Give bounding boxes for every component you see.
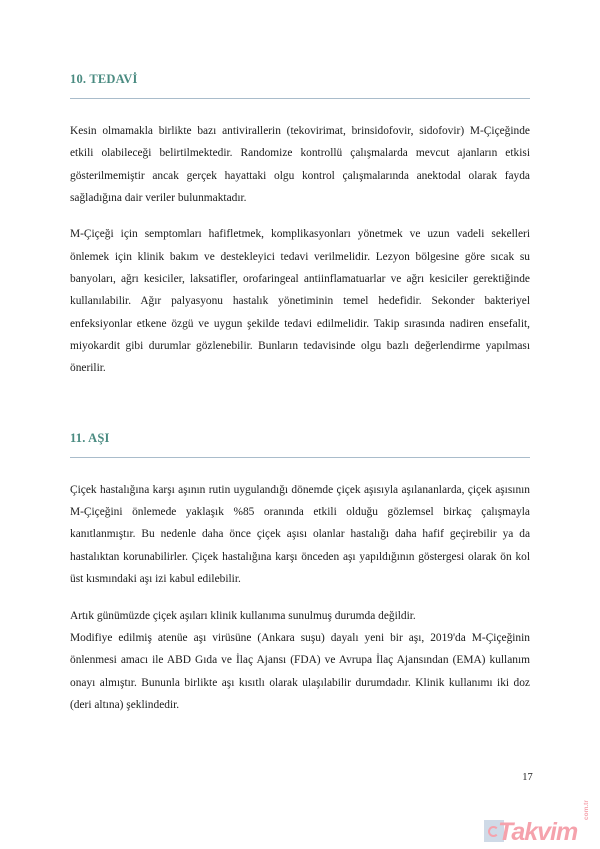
heading-divider-asi — [70, 457, 530, 458]
watermark-tld-text: com.tr — [583, 800, 590, 820]
section-tedavi — [70, 72, 530, 380]
page-number-value: 17 — [522, 772, 533, 783]
page-number — [0, 772, 600, 783]
watermark-logo — [484, 800, 596, 846]
paragraph: Modifiye edilmiş atenüe aşı virüsüne (Ankara suşu) dayalı yeni bir aşı, 2019'da M-Çiçeğinin önlenmesi amacı ile ABD Gıda ve İlaç Ajansı (FDA) ve Avrupa İlaç Ajansından (EMA) kullanım onayı almıştır. Bununla birlikte aşı kısıtlı olarak ulaşılabilir durumdadır. Klinik kullanımı iki doz (deri altına) şeklindedir. — [70, 631, 530, 711]
paragraph: Çiçek hastalığına karşı aşının rutin uygulandığı dönemde çiçek aşısıyla aşılananlarda, çiçek aşısının M-Çiçeğini önlemede yaklaşık %85 oranında etkili olduğu gözlemsel birkaç çalışmayla kanıtlanmıştır. Bu nedenle daha önce çiçek aşısı olanlar hastalığı daha hafif geçirebilir ya da hastalıktan korunabilirler. Çiçek hastalığına karşı önceden aşı yapıldığının göstergesi olarak ön kol üst kısmındaki aşı izi kabul edilebilir. — [70, 483, 530, 586]
document-content — [70, 72, 530, 716]
paragraph: M-Çiçeği için semptomları hafifletmek, komplikasyonları yönetmek ve uzun vadeli sekelleri önlemek için klinik bakım ve destekleyici tedavi verilmelidir. Lezyon bölgesine göre sıcak su banyoları, ağrı kesiciler, laksatifler, orofaringeal antiinflamatuarlar ve ağrı kesiciler gerektiğinde kullanılabilir. Ağır palyasyonu hastalık yönetiminin temel hedefidir. Sekonder bakteriyel enfeksiyonlar etkene özgü ve uygun şekilde tedavi edilmelidir. Takip sırasında nadiren ensefalit, miyokardit gibi durumlar gözlenebilir. Bunların tedavisinde olgu bazlı değerlendirme yapılması önerilir. — [70, 228, 530, 375]
watermark-brand-text: Takvim — [498, 818, 578, 846]
section-asi — [70, 431, 530, 716]
heading-divider-tedavi — [70, 98, 530, 99]
paragraph: Kesin olmamakla birlikte bazı antivirallerin (tekovirimat, brinsidofovir, sidofovir) M-Çiçeğinde etkili olabileceği belirtilmektedir. Randomize kontrollü çalışmalarda mevcut ajanların etkisi gösterilmemiştir ancak gerçek hayattaki olgu kontrol çalışmalarında anektodal olarak fayda sağladığına dair veriler bulunmaktadır. — [70, 125, 530, 205]
section-heading-tedavi: 10. TEDAVİ — [70, 72, 138, 86]
section-heading-asi: 11. AŞI — [70, 430, 110, 445]
paragraph: Artık günümüzde çiçek aşıları klinik kullanıma sunulmuş durumda değildir. — [70, 609, 416, 622]
